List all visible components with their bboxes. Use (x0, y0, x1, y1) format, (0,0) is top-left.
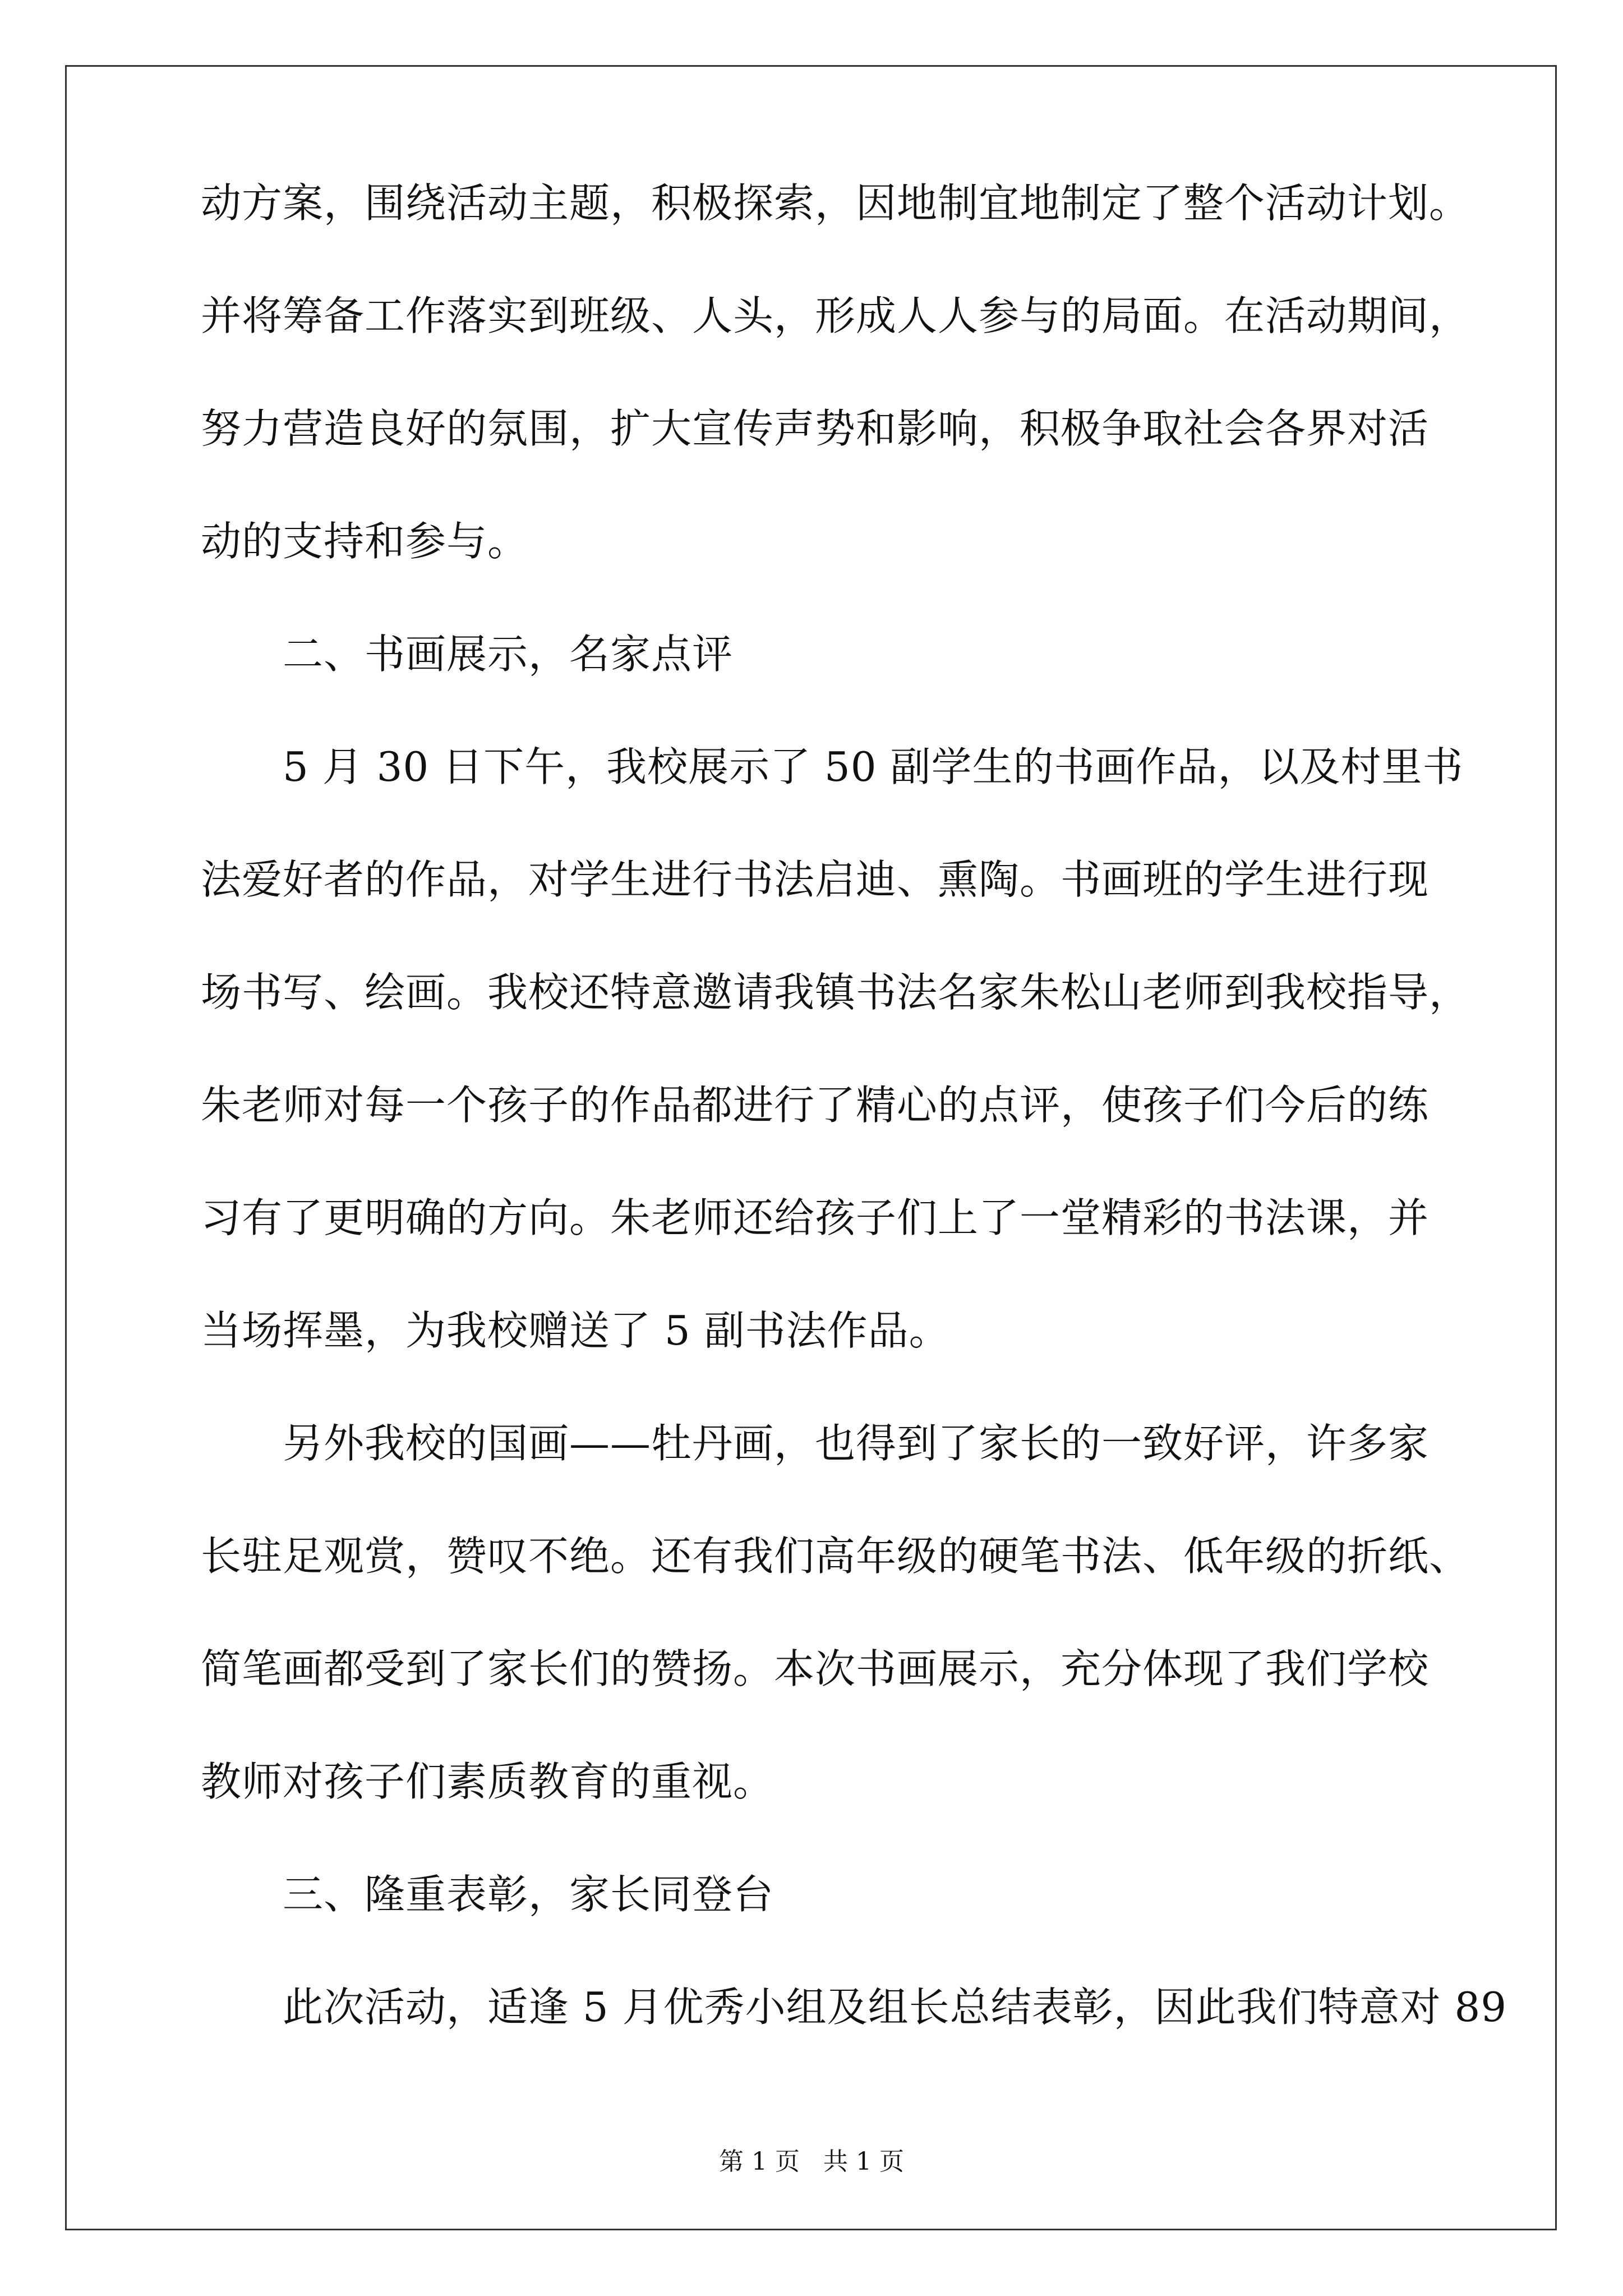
text-line: 另外我校的国画——牡丹画，也得到了家长的一致好评，许多家 (283, 1420, 1430, 1467)
text-line: 法爱好者的作品，对学生进行书法启迪、熏陶。书画班的学生进行现 (201, 856, 1430, 903)
text-line: 习有了更明确的方向。朱老师还给孩子们上了一堂精彩的书法课，并 (201, 1194, 1430, 1241)
page-number-footer: 第 1 页 共 1 页 (719, 2147, 904, 2176)
text-line: 此次活动，适逢 5 月优秀小组及组长总结表彰，因此我们特意对 89 (283, 1984, 1507, 2031)
text-line: 场书写、绘画。我校还特意邀请我镇书法名家朱松山老师到我校指导， (201, 969, 1470, 1016)
document-body (201, 180, 1507, 2097)
section-heading: 二、书画展示，名家点评 (283, 631, 734, 678)
section-heading: 三、隆重表彰，家长同登台 (283, 1871, 774, 1918)
text-line: 努力营造良好的氛围，扩大宣传声势和影响，积极争取社会各界对活 (201, 405, 1430, 452)
text-line: 5 月 30 日下午，我校展示了 50 副学生的书画作品，以及村里书 (283, 743, 1464, 790)
text-line: 长驻足观赏，赞叹不绝。还有我们高年级的硬笔书法、低年级的折纸、 (201, 1533, 1470, 1580)
text-line: 动的支持和参与。 (201, 518, 529, 565)
text-line: 教师对孩子们素质教育的重视。 (201, 1758, 774, 1805)
text-line: 简笔画都受到了家长们的赞扬。本次书画展示，充分体现了我们学校 (201, 1645, 1430, 1692)
text-line: 当场挥墨，为我校赠送了 5 副书法作品。 (201, 1307, 950, 1354)
text-line: 朱老师对每一个孩子的作品都进行了精心的点评，使孩子们今后的练 (201, 1082, 1430, 1129)
text-line: 并将筹备工作落实到班级、人头，形成人人参与的局面。在活动期间， (201, 292, 1470, 339)
text-line: 动方案，围绕活动主题，积极探索，因地制宜地制定了整个活动计划。 (201, 180, 1470, 227)
